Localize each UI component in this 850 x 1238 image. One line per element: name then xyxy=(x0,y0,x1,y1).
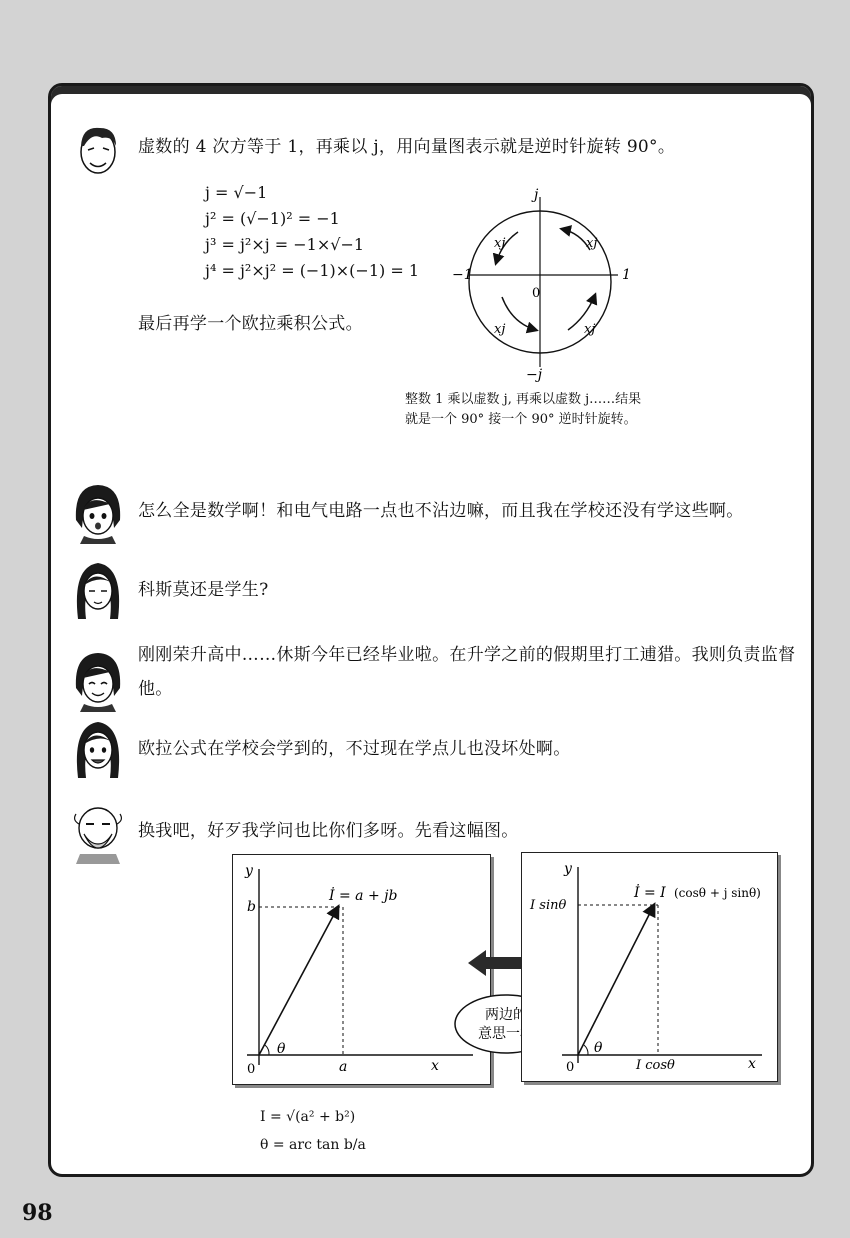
left-a-label: a xyxy=(339,1059,348,1075)
left-origin-label: 0 xyxy=(247,1062,256,1077)
arrow-label-top-left: xj xyxy=(494,236,506,251)
euler-intro: 最后再学一个欧拉乘积公式。 xyxy=(138,314,363,334)
girl-short-hair-avatar-2-icon xyxy=(70,648,126,712)
left-b-label: b xyxy=(247,899,256,915)
diagram-caption-2: 就是一个 90° 接一个 90° 逆时针旋转。 xyxy=(405,412,637,427)
equation-2: j² = (√−1)² = −1 xyxy=(205,209,340,228)
same-meaning-line-2: 意思一样 xyxy=(478,1026,534,1042)
girl-long-hair-avatar-2-icon xyxy=(70,716,126,782)
equation-3: j³ = j²×j = −1×√−1 xyxy=(205,235,365,254)
right-vector-label: İ = I xyxy=(634,885,666,901)
left-vector-arrow xyxy=(259,907,338,1055)
right-vector-arrow xyxy=(578,905,654,1055)
dialogue-line-3: 刚刚荣升高中……休斯今年已经毕业啦。在升学之前的假期里打工逋猎。我则负责监督他。 xyxy=(138,645,796,699)
equation-1: j = √−1 xyxy=(205,183,268,202)
rotation-diagram xyxy=(450,185,640,385)
rotation-arrow-bottom-left xyxy=(502,297,536,330)
left-angle-label: θ xyxy=(277,1041,286,1057)
formula-magnitude: I = √(a² + b²) xyxy=(260,1109,356,1125)
page-number: 98 xyxy=(22,1200,53,1226)
intro-text: 虚数的 4 次方等于 1，再乘以 j，用向量图表示就是逆时针旋转 90°。 xyxy=(138,137,676,157)
equation-4: j⁴ = j²×j² = (−1)×(−1) = 1 xyxy=(205,261,419,280)
man-avatar-icon xyxy=(72,120,128,180)
girl-long-hair-avatar-icon xyxy=(70,557,126,623)
formula-angle: θ = arc tan b/a xyxy=(260,1137,366,1153)
arrow-label-top-right: xj xyxy=(586,236,598,251)
dialogue-line-5: 换我吧，好歹我学问也比你们多呀。先看这幅图。 xyxy=(138,821,519,841)
axis-label-left: −1 xyxy=(452,267,473,283)
right-angle-label: θ xyxy=(594,1040,603,1056)
right-origin-label: 0 xyxy=(566,1060,575,1075)
old-man-avatar-icon xyxy=(70,800,126,864)
axis-label-top: j xyxy=(534,187,539,203)
diagram-caption-1: 整数 1 乘以虚数 j, 再乘以虚数 j……结果 xyxy=(405,392,642,407)
left-x-axis-label: x xyxy=(431,1058,439,1074)
origin-label: 0 xyxy=(532,286,541,301)
dialogue-line-4: 欧拉公式在学校会学到的，不过现在学点儿也没坏处啊。 xyxy=(138,739,571,759)
arrow-label-bottom-right: xj xyxy=(584,322,596,337)
right-vector-suffix: (cosθ + j sinθ) xyxy=(674,886,761,900)
girl-short-hair-avatar-icon xyxy=(70,480,126,544)
left-vector-label: İ = a + jb xyxy=(329,888,398,904)
axis-label-bottom: −j xyxy=(526,367,543,383)
right-x-axis-label: x xyxy=(748,1056,756,1072)
right-y-value-label: I sinθ xyxy=(530,898,567,913)
dialogue-line-2: 科斯莫还是学生? xyxy=(138,580,269,600)
right-vector-graph xyxy=(521,852,778,1082)
same-meaning-line-1: 两边的 xyxy=(485,1007,527,1023)
right-y-axis-label: y xyxy=(564,861,572,877)
arrow-label-bottom-left: xj xyxy=(494,322,506,337)
right-x-value-label: I cosθ xyxy=(636,1058,675,1073)
dialogue-line-1: 怎么全是数学啊！和电气电路一点也不沾边嘛，而且我在学校还没有学这些啊。 xyxy=(138,501,744,521)
axis-label-right: 1 xyxy=(622,267,631,283)
left-y-axis-label: y xyxy=(245,863,253,879)
